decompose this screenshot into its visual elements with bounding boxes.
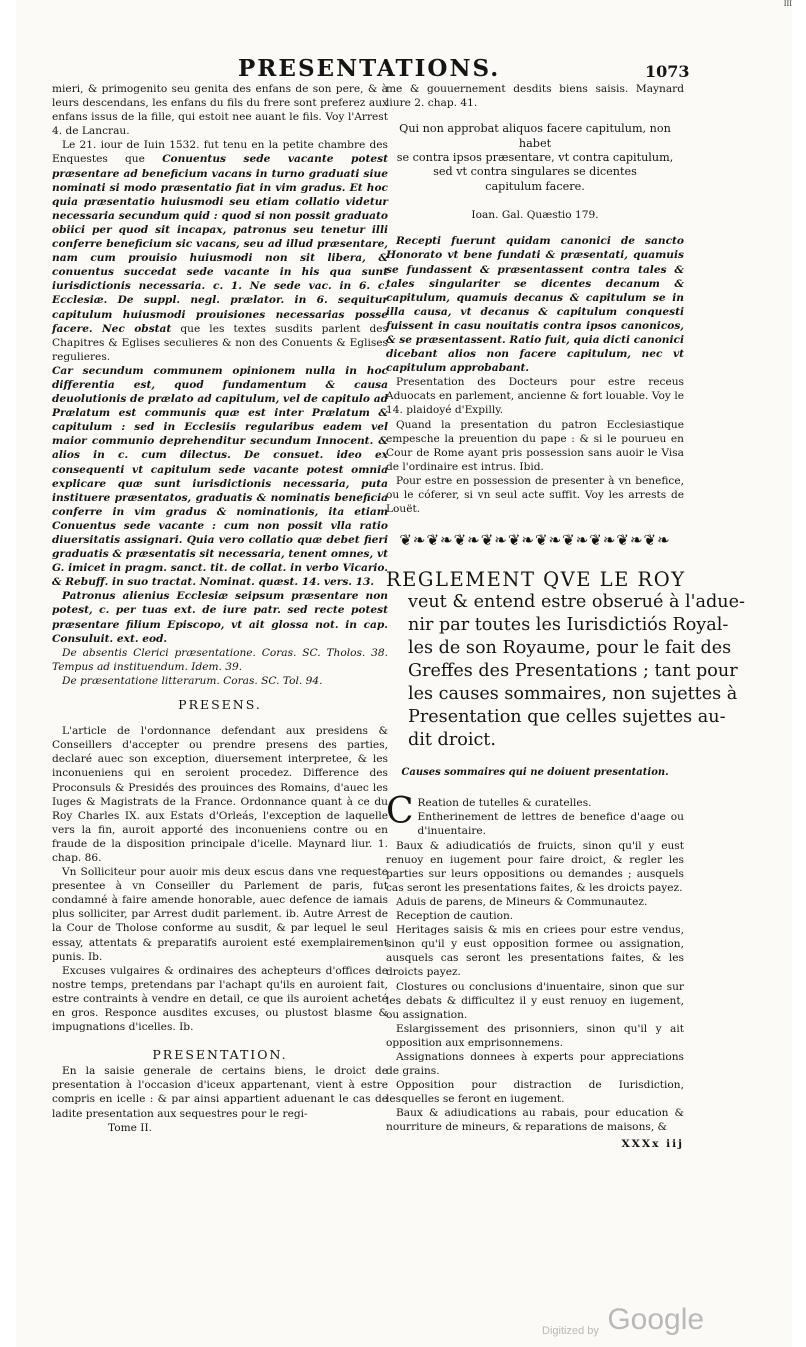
paragraph: Vn Solliciteur pour auoir mis deux escus dans vne requeste presentee à vn Conseiller du Parlement de paris, fut condamné à faire amende honorable, auec defence de iamais plus solliciter, par Arrest dudit parlement. ib. Autre Arrest de la Cour de Tholose conforme au susdit, & par lequel le seul essay, attentats & preparatifs auroient esté exemplairement punis. Ib. [52,866,388,963]
list-item: Clostures ou conclusions d'inuentaire, sinon que sur les debats & difficultez il y eust renuoy en iugement, ou assignation. [386,980,684,1021]
drop-cap: C [386,791,414,833]
reglement-line: les causes sommaires, non sujettes à [408,684,738,705]
paragraph: mieri, & primogenito seu genita des enfans de son pere, & à leurs descendans, les enfans du fils du frere sont preferez aux enfans issus de la fille, qui estoit nee auant le fils. Voy l'Arrest 4. de Lancrau. [52,83,388,138]
list-item: Entherinement de lettres de benefice d'aage ou d'inuentaire. [417,811,684,838]
volume-mark: Tome II. [108,1121,153,1134]
paragraph: Pour estre en possession de presenter à vn benefice, ou le cóferer, si vn seul acte suffit. Voy les arrests de Louët. [386,474,684,516]
running-title: PRESENTATIONS. [238,55,501,82]
paragraph [52,138,388,364]
list-item: Heritages saisis & mis en criees pour estre vendus, sinon qu'il y eust opposition formee ou assignation, ausquels cas seront les presentations faites, & les droicts payez. [386,924,684,979]
verse-line: Qui non approbat aliquos facere capitulum, non habet [399,122,671,150]
latin-paragraph: Car secundum communem opinionem nulla in hoc differentia est, quod fundamentum & causa deuolutionis de prælato ad capitulum, vel de capitulo ad Prælatum est communis quæ est inter Prælatum & capitulum : sed in Ecclesiis regularibus eadem vel maior communio deprehenditur secundum Innocent. & alios in c. cum dilectus. De consuet. ideo ex consequenti vt capitulum sede vacante potest omnia explicare quæ sunt iurisdictionis necessaria, puta instituere præsentatos, graduatis & nominatis beneficia conferre in vim gradus & nominationis, ita etiam Conuentus sede vacante : cum non possit vlla ratio diuersitatis assignari. Quia vero collatio quæ debet fieri graduatis & præsentatis sit necessaria, tenent omnes, vt G. imicet in pragm. sanct. tit. de collat. in verbo Vicario. & Rebuff. in suo tractat. Nominat. quæst. 14. vers. 13. [52,364,388,589]
reglement-line: les de son Royaume, pour le fait des [408,638,732,659]
list-item: Eslargissement des prisonniers, sinon qu'il y ait opposition aux emprisonnemens. [386,1022,684,1049]
citation: De præsentatione litterarum. Coras. SC. Tol. 94. [62,674,323,687]
paragraph: Excuses vulgaires & ordinaires des achepteurs d'offices de nostre temps, pretendans par l'achapt qu'ils en auroient fait, estre contraints à vendre en detail, ce que ils auroient acheté en gros. Responce ausdites excuses, ou plustost blasme & impugnations d'icelles. Ib. [52,964,388,1034]
paragraph: Presentation des Docteurs pour estre receus Aduocats en parlement, ancienne & fort louable. Voy le 14. plaidoyé d'Expilly. [386,376,684,417]
reglement-line: Presentation que celles sujettes au- [408,707,726,728]
list-item: Aduis de parens, de Mineurs & Communautez. [396,895,648,908]
list-item: Reception de caution. [396,910,514,923]
causes-heading: Causes sommaires qui ne doiuent presentation. [401,767,669,779]
list-item: Assignations donnees à experts pour appreciations de grains. [386,1050,684,1078]
verse-line: se contra ipsos præsentare, vt contra capitulum, [396,151,674,164]
watermark-caption: Digitized by [542,1325,599,1337]
paragraph-text: que les textes susdits parlent des Chapitres & Eglises seculieres & non des Conuents & Eglises regulieres. [52,322,389,363]
right-column [386,82,745,1151]
paragraph: En la saisie generale de certains biens, le droict de presentation à l'occasion d'iceux appartenant, vient à estre compris en icelle : & par ainsi appartient aduenant le cas de ladite presentation aux sequestres pour le regi- [52,1065,388,1120]
google-logo: Google [607,1303,705,1336]
paragraph: L'article de l'ordonnance defendant aux presidens & Conseillers d'accepter ou prendre presens des parties, declaré auec son exception, diuersement interpretee, & les inconueniens qui en seroient procedez. Difference des Proconsuls & Presidés des prouinces des Romains, d'auec les Iuges & Magistrats de la France. Ordonnance quant à ce du Roy Charles IX. aux Estats d'Orleás, l'exception de laquelle vers la fin, auroit apporté des inconueniens contre ou en fraude de la disposition principale d'icelle. Maynard liur. 1. chap. 86. [52,725,388,864]
digitized-watermark [542,1303,704,1337]
reglement-line: veut & entend estre obserué à l'adue- [408,592,745,613]
citation: De absentis Clerici præsentatione. Coras. SC. Tholos. 38. Tempus ad instituendum. Idem. 39. [52,646,388,673]
reglement-line: Greffes des Presentations ; tant pour [408,661,738,682]
verse-line: sed vt contra singulares se dicentes [433,165,637,179]
signature-mark: XXXx iij [621,1137,684,1150]
paragraph-text: Le 21. iour de Iuin 1532. fut tenu en la petite chambre des Enquestes que [52,139,388,166]
book-page [16,0,792,1347]
reglement-title: REGLEMENT QVE LE ROY [386,568,686,592]
latin-paragraph: Recepti fuerunt quidam canonici de sancto Honorato vt bene fundati & præsentati, quamuis se fundassent & præsentassent contra tales & tales singulariter se dicentes decanum & capitulum, quamuis decanus & capitulum se in illa causa, vt decanus & capitulum conquesti fuissent in casu nouitatis contra ipsos canonicos, & se præsentassent. Ratio fuit, quia dicti canonici dicebant alios non facere capitulum, nec vt capitulum approbabant. [386,235,684,375]
list-item: Opposition pour distraction de Iurisdiction, lesquelles se feront en iugement. [386,1079,684,1106]
list-item: Baux & adiudicatiós de fruicts, sinon qu'il y eust renuoy en iugement pour faire droict, & regler les parties sur leurs oppositions ou demandes ; ausquels cas seront les presentations faites, & les droicts payez. [386,839,684,894]
verse-line: capitulum facere. [485,179,585,193]
section-title-presens: PRESENS. [178,697,262,713]
paragraph: me & gouuernement desdits biens saisis. Maynard liure 2. chap. 41. [386,83,684,110]
corner-mark: III [783,0,792,8]
paragraph: Quand la presentation du patron Ecclesiastique empesche la preuention du pape : & si le pourueu en Cour de Rome ayant pris possession sans auoir le Visa de l'ordinaire est intrus. Ibid. [386,418,684,473]
left-column [52,82,388,1135]
reglement-line: dit droict. [408,730,496,751]
latin-quote: Conuentus sede vacante potest præsentare ad beneficium vacans in turno graduati siue nominati si modo præsentatio fiat in vim gradus. Et hoc quia præsentatio huiusmodi seu etiam collatio videtur necessaria secundum quid : quod si non possit graduato obiici per quod sit incapax, patronus seu tenetur illi conferre beneficium sic vacans, seu ad illud præsentare, nam cum prouisio huiusmodi non sit libera, & conuentus succedat sede vacante in his qua sunt iurisdictionis necessaria. c. 1. Ne sede vac. in 6. c. Ecclesiæ. De suppl. negl. prælator. in 6. sequitur capitulum huiusmodi prouisiones necessarias posse facere. Nec obstat [52,153,388,335]
verse-block [386,122,684,194]
ornament-band: ❦❧❦❧❦❧❦❧❦❧❦❧❦❧❦❧❦❧❦❧ [399,531,671,550]
page-number: 1073 [645,62,690,81]
reglement-line: nir par toutes les Iurisdictiós Royal- [408,615,729,636]
reference: Ioan. Gal. Quæstio 179. [471,209,599,222]
list-item-text: Reation de tutelles & curatelles. [417,797,592,810]
latin-paragraph: Patronus alienius Ecclesiæ seipsum præsentare non potest, c. per tuas ext. de iure patr. sed recte potest præsentare filium Episcopo, vt ait glossa not. in cap. Consuluit. ext. eod. [52,590,388,645]
section-title-presentation: PRESENTATION. [152,1047,288,1063]
list-item: Baux & adiudications au rabais, pour education & nourriture de mineurs, & reparations de maisons, & [386,1107,684,1134]
